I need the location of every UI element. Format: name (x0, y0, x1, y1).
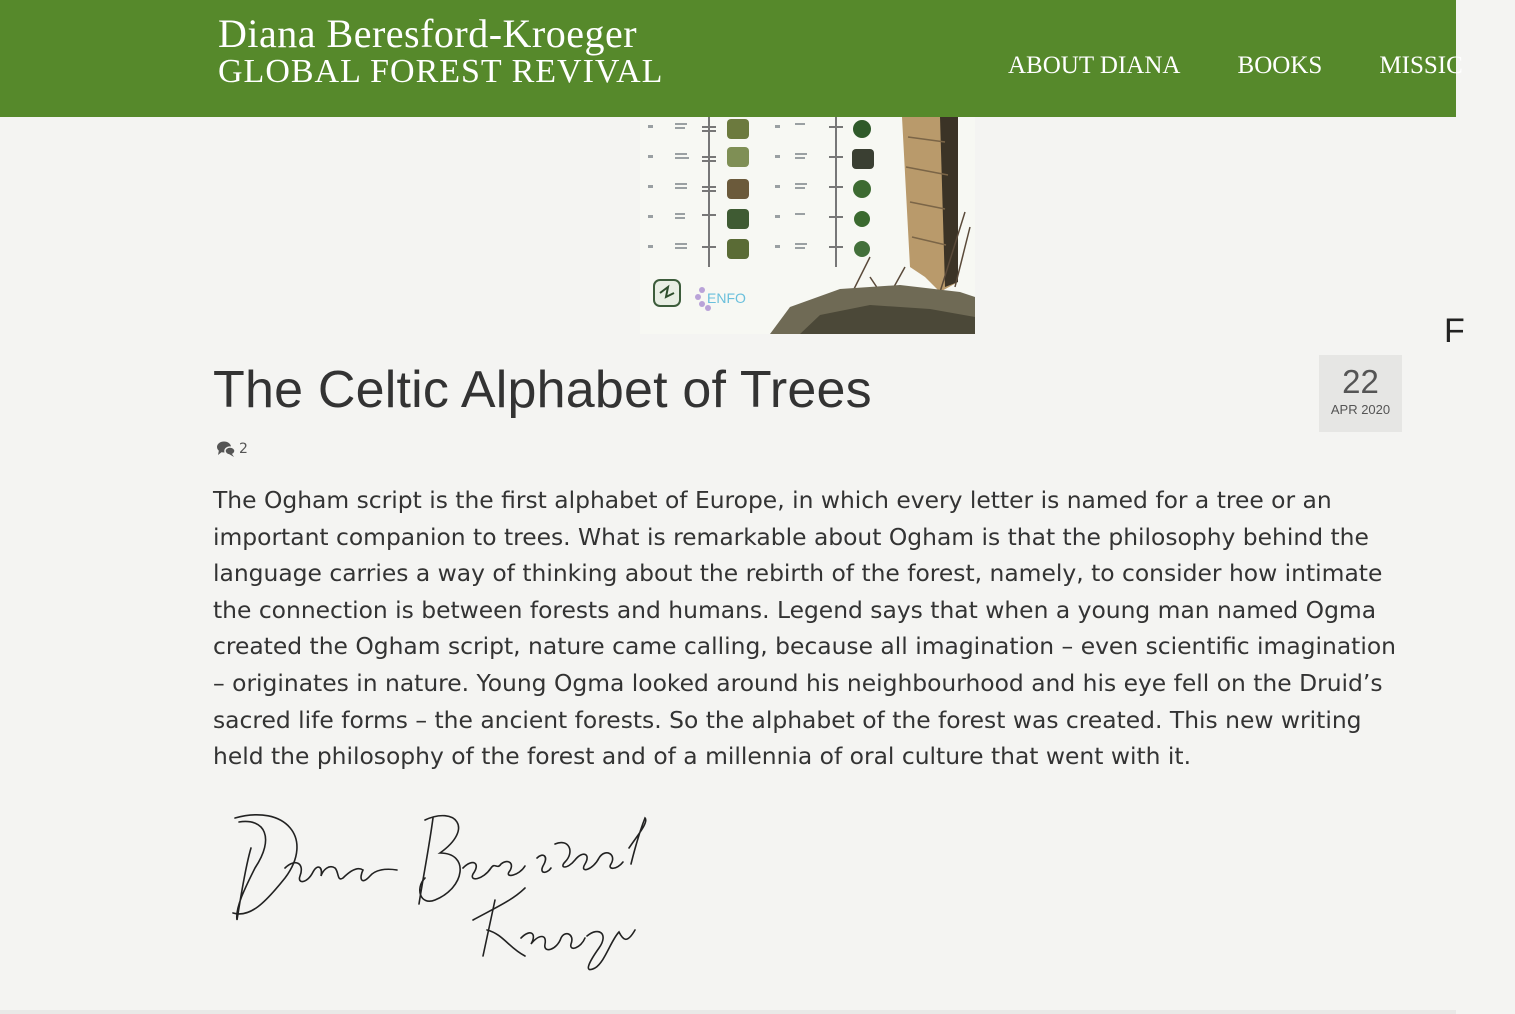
comment-count: 2 (239, 441, 248, 457)
post-date-day: 22 (1342, 363, 1379, 400)
sidebar-heading-partial: F (1444, 312, 1465, 350)
enfo-logo: ENFO (707, 290, 746, 306)
comments-icon (216, 440, 236, 458)
tree-chart-illustration-icon (640, 117, 975, 334)
logo-name: Diana Beresford-Kroeger (218, 11, 638, 56)
main-nav (1008, 52, 1515, 80)
site-header (0, 0, 1463, 117)
post-date-badge (1319, 355, 1402, 432)
featured-image[interactable] (640, 117, 975, 334)
signature-image (225, 808, 655, 982)
post-comments-link[interactable] (216, 440, 248, 458)
post-body: The Ogham script is the first alphabet of Europe, in which every letter is named for a tree or an important companion to trees. What is remarkable about Ogham is that the philosophy behind the language carries a way of thinking about the rebirth of the forest, namely, to consider how intimate the connection is between forests and humans. Legend says that when a young man named Ogma created the Ogham script, nature came calling, because all imagination – even scientific imagination – originates in nature. Young Ogma looked around his neighbourhood and his eye fell on the Druid’s sacred life forms – the ancient forests. So the alphabet of the forest was created. This new writing held the philosophy of the forest and of a millennia of oral culture that went with it. (213, 486, 1396, 771)
post-title[interactable]: The Celtic Alphabet of Trees (213, 361, 872, 419)
page-divider (0, 1010, 1456, 1014)
nav-about-diana[interactable]: ABOUT DIANA (1008, 52, 1181, 79)
post-date-month-year: APR 2020 (1330, 402, 1391, 417)
nav-mission[interactable]: MISSIC (1379, 52, 1463, 79)
site-logo[interactable] (218, 11, 664, 90)
nav-books[interactable]: BOOKS (1237, 52, 1323, 79)
logo-tagline: GLOBAL FOREST REVIVAL (218, 53, 664, 90)
